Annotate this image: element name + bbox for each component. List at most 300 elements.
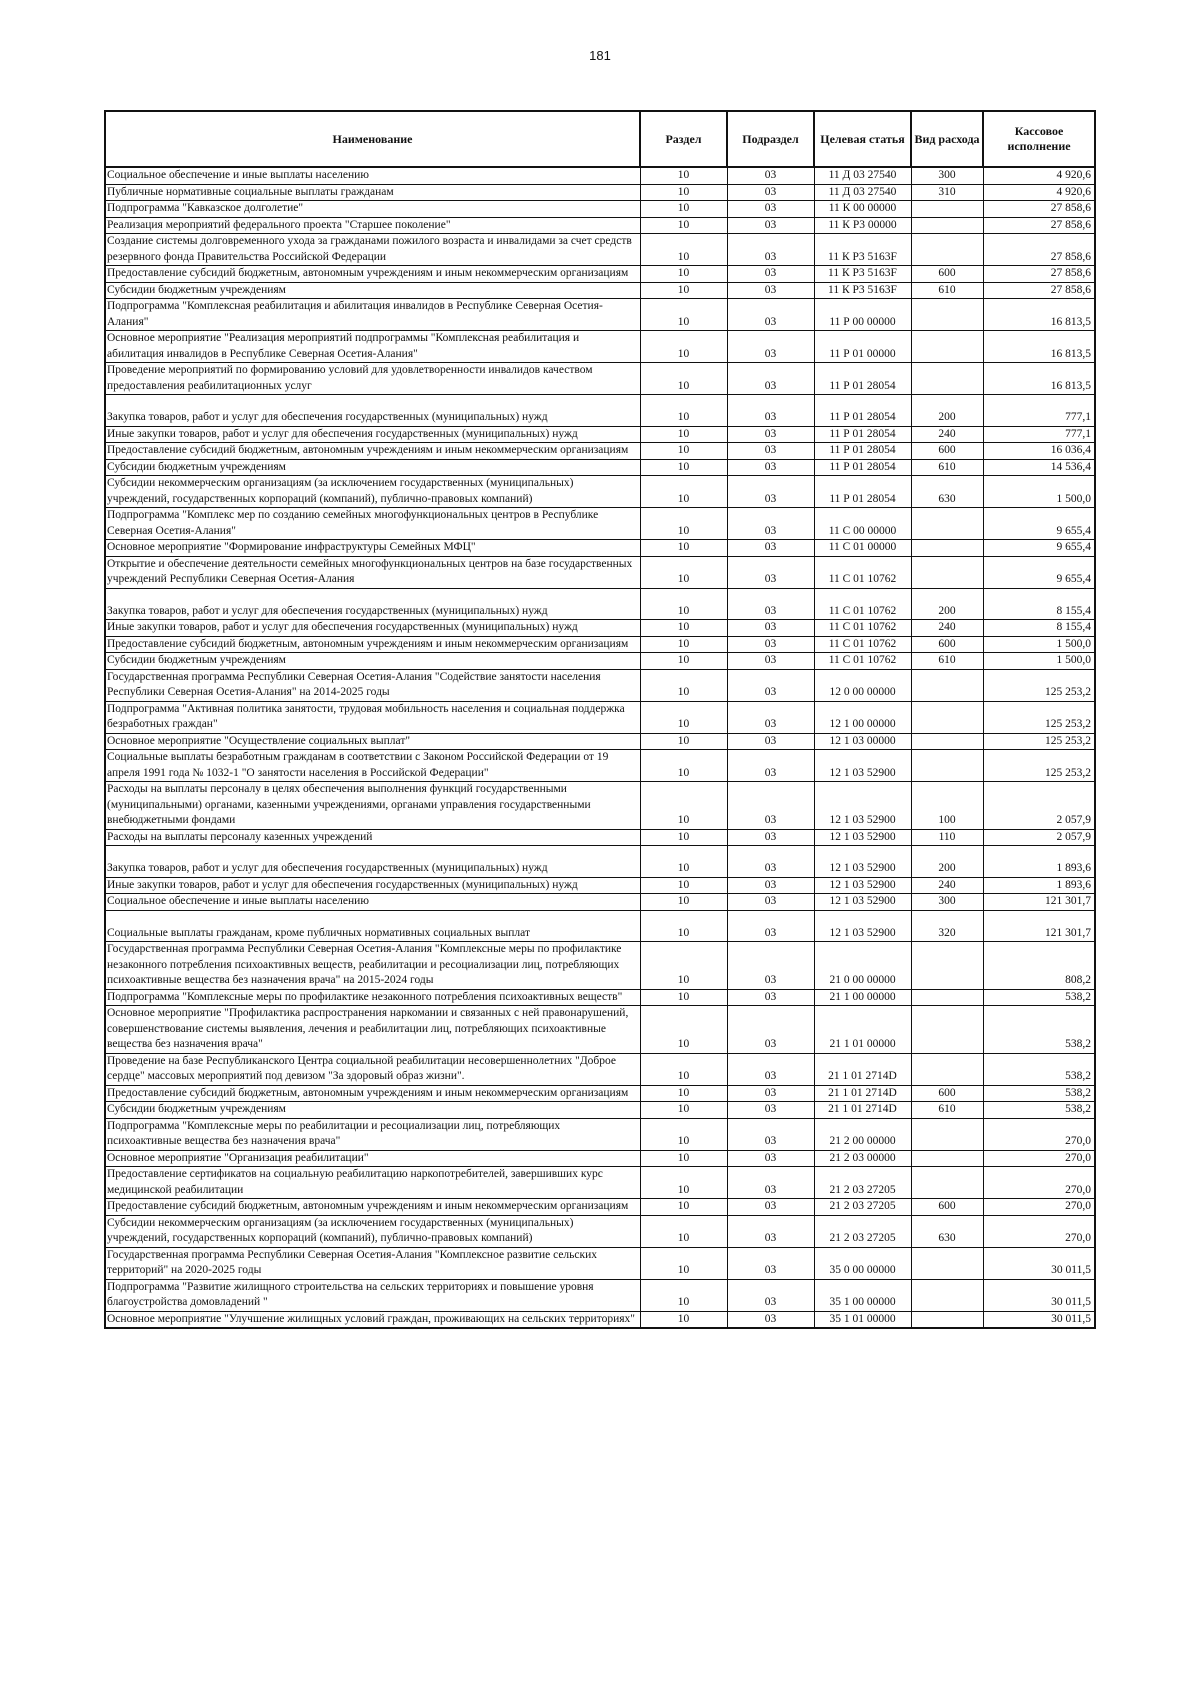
cell-cash-execution: 14 536,4 — [983, 459, 1095, 476]
table-row — [105, 636, 1095, 653]
table-row — [105, 1150, 1095, 1167]
cell-subsection: 03 — [727, 363, 814, 395]
cell-cash-execution: 777,1 — [983, 395, 1095, 427]
cell-cash-execution: 30 011,5 — [983, 1247, 1095, 1279]
cell-target-article: 21 2 03 00000 — [814, 1150, 911, 1167]
cell-section: 10 — [640, 299, 727, 331]
cell-name: Подпрограмма "Кавказское долголетие" — [105, 201, 640, 218]
cell-section: 10 — [640, 1215, 727, 1247]
cell-section: 10 — [640, 1247, 727, 1279]
cell-target-article: 35 0 00 00000 — [814, 1247, 911, 1279]
cell-name: Государственная программа Республики Северная Осетия-Алания "Содействие занятости населения Республики Северная Осетия-Алания" на 2014-2025 годы — [105, 669, 640, 701]
cell-expense-type — [911, 234, 983, 266]
cell-expense-type — [911, 363, 983, 395]
cell-expense-type: 300 — [911, 894, 983, 911]
cell-name: Государственная программа Республики Северная Осетия-Алания "Комплексные меры по профилактике незаконного потребления психоактивных веществ, реабилитации и ресоциализации лиц, потребляющих психоактивные вещества без назначения врача" на 2015-2024 годы — [105, 942, 640, 990]
cell-section: 10 — [640, 1118, 727, 1150]
cell-name: Основное мероприятие "Реализация мероприятий подпрограммы "Комплексная реабилитация и абилитация инвалидов в Республике Северная Осетия-Алания" — [105, 331, 640, 363]
table-row — [105, 476, 1095, 508]
table-row — [105, 331, 1095, 363]
cell-cash-execution: 27 858,6 — [983, 234, 1095, 266]
cell-cash-execution: 125 253,2 — [983, 733, 1095, 750]
cell-expense-type: 100 — [911, 782, 983, 830]
cell-subsection: 03 — [727, 556, 814, 588]
cell-cash-execution: 1 500,0 — [983, 653, 1095, 670]
cell-target-article: 11 Д 03 27540 — [814, 184, 911, 201]
cell-section: 10 — [640, 508, 727, 540]
cell-section: 10 — [640, 669, 727, 701]
cell-target-article: 12 1 03 52900 — [814, 894, 911, 911]
cell-name: Иные закупки товаров, работ и услуг для обеспечения государственных (муниципальных) нужд — [105, 620, 640, 637]
cell-name: Основное мероприятие "Осуществление социальных выплат" — [105, 733, 640, 750]
table-row — [105, 669, 1095, 701]
cell-subsection: 03 — [727, 1311, 814, 1328]
cell-target-article: 11 К 00 00000 — [814, 201, 911, 218]
cell-cash-execution: 125 253,2 — [983, 669, 1095, 701]
cell-subsection: 03 — [727, 620, 814, 637]
cell-cash-execution: 538,2 — [983, 1006, 1095, 1054]
cell-subsection: 03 — [727, 733, 814, 750]
cell-cash-execution: 4 920,6 — [983, 167, 1095, 184]
cell-expense-type — [911, 1053, 983, 1085]
cell-expense-type: 630 — [911, 1215, 983, 1247]
cell-target-article: 11 Р 01 28054 — [814, 443, 911, 460]
cell-subsection: 03 — [727, 829, 814, 846]
cell-expense-type: 610 — [911, 1102, 983, 1119]
cell-expense-type: 300 — [911, 167, 983, 184]
cell-subsection: 03 — [727, 184, 814, 201]
cell-expense-type — [911, 1167, 983, 1199]
cell-expense-type — [911, 989, 983, 1006]
cell-target-article: 11 К Р3 5163F — [814, 282, 911, 299]
cell-target-article: 21 1 01 2714D — [814, 1102, 911, 1119]
table-row — [105, 1167, 1095, 1199]
cell-target-article: 35 1 00 00000 — [814, 1279, 911, 1311]
table-row — [105, 877, 1095, 894]
table-row — [105, 653, 1095, 670]
cell-target-article: 11 С 01 10762 — [814, 588, 911, 620]
cell-section: 10 — [640, 636, 727, 653]
cell-name: Публичные нормативные социальные выплаты гражданам — [105, 184, 640, 201]
cell-section: 10 — [640, 1199, 727, 1216]
cell-cash-execution: 27 858,6 — [983, 282, 1095, 299]
cell-expense-type — [911, 942, 983, 990]
cell-section: 10 — [640, 1167, 727, 1199]
cell-target-article: 21 1 01 2714D — [814, 1085, 911, 1102]
cell-cash-execution: 270,0 — [983, 1118, 1095, 1150]
cell-target-article: 11 Р 01 28054 — [814, 426, 911, 443]
cell-section: 10 — [640, 653, 727, 670]
table-row — [105, 1247, 1095, 1279]
cell-cash-execution: 16 813,5 — [983, 363, 1095, 395]
table-row — [105, 942, 1095, 990]
cell-expense-type: 610 — [911, 459, 983, 476]
table-header — [105, 111, 1095, 167]
cell-expense-type — [911, 540, 983, 557]
cell-target-article: 35 1 01 00000 — [814, 1311, 911, 1328]
header-subsection: Подраздел — [727, 111, 814, 167]
cell-name: Расходы на выплаты персоналу в целях обеспечения выполнения функций государственными (муниципальными) органами, казенными учреждениями, органами управления государственными внебюджетными фондами — [105, 782, 640, 830]
cell-cash-execution: 538,2 — [983, 989, 1095, 1006]
cell-subsection: 03 — [727, 167, 814, 184]
cell-cash-execution: 1 893,6 — [983, 877, 1095, 894]
cell-section: 10 — [640, 443, 727, 460]
cell-expense-type: 240 — [911, 426, 983, 443]
cell-expense-type — [911, 1279, 983, 1311]
table-row — [105, 201, 1095, 218]
cell-name: Открытие и обеспечение деятельности семейных многофункциональных центров на базе государственных учреждений Республики Северная Осетия-Алания — [105, 556, 640, 588]
cell-expense-type — [911, 750, 983, 782]
cell-subsection: 03 — [727, 701, 814, 733]
cell-subsection: 03 — [727, 217, 814, 234]
table-row — [105, 426, 1095, 443]
cell-name: Проведение мероприятий по формированию условий для удовлетворенности инвалидов качеством предоставления реабилитационных услуг — [105, 363, 640, 395]
cell-section: 10 — [640, 363, 727, 395]
cell-cash-execution: 121 301,7 — [983, 894, 1095, 911]
cell-name: Социальное обеспечение и иные выплаты населению — [105, 167, 640, 184]
cell-expense-type: 110 — [911, 829, 983, 846]
cell-section: 10 — [640, 476, 727, 508]
cell-subsection: 03 — [727, 1199, 814, 1216]
cell-section: 10 — [640, 1053, 727, 1085]
cell-subsection: 03 — [727, 234, 814, 266]
cell-cash-execution: 27 858,6 — [983, 217, 1095, 234]
cell-target-article: 11 Р 00 00000 — [814, 299, 911, 331]
cell-section: 10 — [640, 1102, 727, 1119]
cell-expense-type: 610 — [911, 653, 983, 670]
cell-name: Основное мероприятие "Профилактика распространения наркомании и связанных с ней правонарушений, совершенствование системы выявления, лечения и реабилитации лиц, потребляющих психоактивные вещества без назначения врача" — [105, 1006, 640, 1054]
header-target-article: Целевая статья — [814, 111, 911, 167]
cell-target-article: 21 1 01 00000 — [814, 1006, 911, 1054]
cell-cash-execution: 16 813,5 — [983, 331, 1095, 363]
cell-cash-execution: 538,2 — [983, 1085, 1095, 1102]
cell-section: 10 — [640, 701, 727, 733]
cell-cash-execution: 1 500,0 — [983, 636, 1095, 653]
cell-expense-type: 630 — [911, 476, 983, 508]
cell-target-article: 11 К Р3 5163F — [814, 266, 911, 283]
cell-expense-type — [911, 669, 983, 701]
cell-cash-execution: 27 858,6 — [983, 201, 1095, 218]
cell-target-article: 11 С 01 10762 — [814, 653, 911, 670]
cell-section: 10 — [640, 395, 727, 427]
cell-subsection: 03 — [727, 588, 814, 620]
table-row — [105, 234, 1095, 266]
cell-cash-execution: 8 155,4 — [983, 620, 1095, 637]
cell-expense-type: 320 — [911, 910, 983, 942]
header-cash-execution: Кассовое исполнение — [983, 111, 1095, 167]
cell-subsection: 03 — [727, 395, 814, 427]
cell-name: Подпрограмма "Комплексные меры по профилактике незаконного потребления психоактивных веществ" — [105, 989, 640, 1006]
cell-subsection: 03 — [727, 1118, 814, 1150]
cell-expense-type — [911, 733, 983, 750]
table-row — [105, 1215, 1095, 1247]
cell-subsection: 03 — [727, 669, 814, 701]
cell-section: 10 — [640, 620, 727, 637]
table-row — [105, 750, 1095, 782]
cell-cash-execution: 8 155,4 — [983, 588, 1095, 620]
cell-section: 10 — [640, 1085, 727, 1102]
table-row — [105, 894, 1095, 911]
cell-name: Реализация мероприятий федерального проекта "Старшее поколение" — [105, 217, 640, 234]
table-row — [105, 184, 1095, 201]
cell-section: 10 — [640, 556, 727, 588]
cell-section: 10 — [640, 846, 727, 878]
cell-section: 10 — [640, 540, 727, 557]
cell-cash-execution: 9 655,4 — [983, 556, 1095, 588]
table-row — [105, 282, 1095, 299]
cell-section: 10 — [640, 989, 727, 1006]
cell-target-article: 11 Р 01 00000 — [814, 331, 911, 363]
cell-section: 10 — [640, 910, 727, 942]
table-row — [105, 1199, 1095, 1216]
cell-subsection: 03 — [727, 331, 814, 363]
cell-target-article: 12 1 03 52900 — [814, 829, 911, 846]
cell-section: 10 — [640, 459, 727, 476]
cell-section: 10 — [640, 426, 727, 443]
cell-name: Субсидии бюджетным учреждениям — [105, 282, 640, 299]
cell-name: Социальное обеспечение и иные выплаты населению — [105, 894, 640, 911]
table-row — [105, 701, 1095, 733]
cell-expense-type: 240 — [911, 877, 983, 894]
cell-target-article: 21 2 03 27205 — [814, 1215, 911, 1247]
table-row — [105, 299, 1095, 331]
cell-section: 10 — [640, 1006, 727, 1054]
cell-subsection: 03 — [727, 266, 814, 283]
page-number: 181 — [589, 48, 611, 63]
table-row — [105, 829, 1095, 846]
cell-cash-execution: 16 813,5 — [983, 299, 1095, 331]
cell-subsection: 03 — [727, 540, 814, 557]
cell-cash-execution: 270,0 — [983, 1167, 1095, 1199]
cell-section: 10 — [640, 942, 727, 990]
cell-subsection: 03 — [727, 1150, 814, 1167]
cell-subsection: 03 — [727, 299, 814, 331]
cell-name: Субсидии некоммерческим организациям (за исключением государственных (муниципальных) учреждений, государственных корпораций (компаний), публично-правовых компаний) — [105, 476, 640, 508]
budget-execution-table — [104, 110, 1096, 1329]
cell-expense-type — [911, 331, 983, 363]
cell-cash-execution: 30 011,5 — [983, 1311, 1095, 1328]
cell-name: Предоставление субсидий бюджетным, автономным учреждениям и иным некоммерческим организациям — [105, 1199, 640, 1216]
cell-cash-execution: 16 036,4 — [983, 443, 1095, 460]
cell-expense-type: 310 — [911, 184, 983, 201]
cell-name: Государственная программа Республики Северная Осетия-Алания "Комплексное развитие сельских территорий" на 2020-2025 годы — [105, 1247, 640, 1279]
table-row — [105, 1279, 1095, 1311]
cell-name: Предоставление субсидий бюджетным, автономным учреждениям и иным некоммерческим организациям — [105, 443, 640, 460]
cell-cash-execution: 4 920,6 — [983, 184, 1095, 201]
cell-name: Основное мероприятие "Улучшение жилищных условий граждан, проживающих на сельских территориях" — [105, 1311, 640, 1328]
cell-section: 10 — [640, 184, 727, 201]
cell-cash-execution: 808,2 — [983, 942, 1095, 990]
cell-subsection: 03 — [727, 1247, 814, 1279]
cell-expense-type: 600 — [911, 266, 983, 283]
table-row — [105, 620, 1095, 637]
table-row — [105, 782, 1095, 830]
cell-target-article: 11 С 01 10762 — [814, 556, 911, 588]
cell-section: 10 — [640, 234, 727, 266]
cell-target-article: 12 1 03 52900 — [814, 846, 911, 878]
table-row — [105, 1085, 1095, 1102]
cell-section: 10 — [640, 894, 727, 911]
cell-expense-type: 600 — [911, 1085, 983, 1102]
cell-cash-execution: 121 301,7 — [983, 910, 1095, 942]
cell-target-article: 11 Р 01 28054 — [814, 476, 911, 508]
table-body — [105, 167, 1095, 1328]
cell-expense-type: 600 — [911, 636, 983, 653]
header-row — [105, 111, 1095, 167]
cell-name: Иные закупки товаров, работ и услуг для обеспечения государственных (муниципальных) нужд — [105, 877, 640, 894]
cell-expense-type: 200 — [911, 846, 983, 878]
cell-expense-type — [911, 1006, 983, 1054]
cell-expense-type — [911, 201, 983, 218]
cell-target-article: 11 К Р3 5163F — [814, 234, 911, 266]
cell-target-article: 11 Р 01 28054 — [814, 459, 911, 476]
cell-section: 10 — [640, 266, 727, 283]
cell-target-article: 11 С 01 00000 — [814, 540, 911, 557]
table-row — [105, 733, 1095, 750]
table-row — [105, 266, 1095, 283]
table-row — [105, 395, 1095, 427]
table-row — [105, 363, 1095, 395]
cell-expense-type: 610 — [911, 282, 983, 299]
cell-name: Закупка товаров, работ и услуг для обеспечения государственных (муниципальных) нужд — [105, 846, 640, 878]
cell-subsection: 03 — [727, 636, 814, 653]
table-row — [105, 1006, 1095, 1054]
cell-subsection: 03 — [727, 508, 814, 540]
cell-name: Иные закупки товаров, работ и услуг для обеспечения государственных (муниципальных) нужд — [105, 426, 640, 443]
cell-target-article: 12 1 03 00000 — [814, 733, 911, 750]
cell-target-article: 11 С 01 10762 — [814, 620, 911, 637]
cell-subsection: 03 — [727, 782, 814, 830]
cell-name: Закупка товаров, работ и услуг для обеспечения государственных (муниципальных) нужд — [105, 395, 640, 427]
cell-subsection: 03 — [727, 443, 814, 460]
cell-expense-type: 200 — [911, 395, 983, 427]
cell-subsection: 03 — [727, 910, 814, 942]
cell-expense-type: 240 — [911, 620, 983, 637]
cell-name: Основное мероприятие "Формирование инфраструктуры Семейных МФЦ" — [105, 540, 640, 557]
cell-section: 10 — [640, 877, 727, 894]
cell-target-article: 12 1 03 52900 — [814, 782, 911, 830]
cell-cash-execution: 270,0 — [983, 1199, 1095, 1216]
table-row — [105, 1102, 1095, 1119]
cell-name: Субсидии бюджетным учреждениям — [105, 653, 640, 670]
cell-cash-execution: 1 893,6 — [983, 846, 1095, 878]
table-row — [105, 508, 1095, 540]
cell-name: Расходы на выплаты персоналу казенных учреждений — [105, 829, 640, 846]
cell-cash-execution: 538,2 — [983, 1102, 1095, 1119]
cell-subsection: 03 — [727, 459, 814, 476]
cell-cash-execution: 538,2 — [983, 1053, 1095, 1085]
cell-name: Субсидии некоммерческим организациям (за исключением государственных (муниципальных) учреждений, государственных корпораций (компаний), публично-правовых компаний) — [105, 1215, 640, 1247]
cell-cash-execution: 270,0 — [983, 1215, 1095, 1247]
cell-target-article: 12 1 00 00000 — [814, 701, 911, 733]
table-row — [105, 1118, 1095, 1150]
cell-section: 10 — [640, 201, 727, 218]
cell-cash-execution: 2 057,9 — [983, 829, 1095, 846]
cell-subsection: 03 — [727, 877, 814, 894]
cell-target-article: 12 1 03 52900 — [814, 910, 911, 942]
cell-cash-execution: 125 253,2 — [983, 701, 1095, 733]
cell-expense-type — [911, 217, 983, 234]
table-row — [105, 989, 1095, 1006]
cell-target-article: 21 2 03 27205 — [814, 1199, 911, 1216]
cell-target-article: 12 1 03 52900 — [814, 877, 911, 894]
cell-expense-type — [911, 1150, 983, 1167]
table-row — [105, 910, 1095, 942]
cell-cash-execution: 9 655,4 — [983, 540, 1095, 557]
table-row — [105, 540, 1095, 557]
cell-subsection: 03 — [727, 1006, 814, 1054]
table-row — [105, 167, 1095, 184]
cell-section: 10 — [640, 829, 727, 846]
cell-cash-execution: 1 500,0 — [983, 476, 1095, 508]
table-row — [105, 846, 1095, 878]
cell-subsection: 03 — [727, 1102, 814, 1119]
cell-subsection: 03 — [727, 846, 814, 878]
cell-subsection: 03 — [727, 1053, 814, 1085]
cell-target-article: 12 1 03 52900 — [814, 750, 911, 782]
cell-expense-type — [911, 508, 983, 540]
cell-target-article: 11 Д 03 27540 — [814, 167, 911, 184]
cell-name: Подпрограмма "Активная политика занятости, трудовая мобильность населения и социальная поддержка безработных граждан" — [105, 701, 640, 733]
cell-name: Предоставление сертификатов на социальную реабилитацию наркопотребителей, завершивших курс медицинской реабилитации — [105, 1167, 640, 1199]
cell-section: 10 — [640, 588, 727, 620]
cell-expense-type — [911, 556, 983, 588]
cell-cash-execution: 270,0 — [983, 1150, 1095, 1167]
cell-name: Подпрограмма "Комплексные меры по реабилитации и ресоциализации лиц, потребляющих психоактивные вещества без назначения врача" — [105, 1118, 640, 1150]
cell-cash-execution: 125 253,2 — [983, 750, 1095, 782]
cell-subsection: 03 — [727, 750, 814, 782]
cell-target-article: 11 Р 01 28054 — [814, 395, 911, 427]
cell-section: 10 — [640, 750, 727, 782]
cell-subsection: 03 — [727, 894, 814, 911]
cell-name: Предоставление субсидий бюджетным, автономным учреждениям и иным некоммерческим организациям — [105, 1085, 640, 1102]
table-row — [105, 217, 1095, 234]
cell-cash-execution: 30 011,5 — [983, 1279, 1095, 1311]
cell-section: 10 — [640, 1150, 727, 1167]
cell-name: Подпрограмма "Развитие жилищного строительства на сельских территориях и повышение уровня благоустройства домовладений " — [105, 1279, 640, 1311]
cell-cash-execution: 2 057,9 — [983, 782, 1095, 830]
cell-expense-type — [911, 1118, 983, 1150]
cell-name: Подпрограмма "Комплексная реабилитация и абилитация инвалидов в Республике Северная Осетия-Алания" — [105, 299, 640, 331]
cell-subsection: 03 — [727, 942, 814, 990]
cell-name: Создание системы долговременного ухода за гражданами пожилого возраста и инвалидами за счет средств резервного фонда Правительства Российской Федерации — [105, 234, 640, 266]
cell-name: Социальные выплаты гражданам, кроме публичных нормативных социальных выплат — [105, 910, 640, 942]
header-name: Наименование — [105, 111, 640, 167]
cell-target-article: 11 С 01 10762 — [814, 636, 911, 653]
cell-name: Подпрограмма "Комплекс мер по созданию семейных многофункциональных центров в Республике Северная Осетия-Алания" — [105, 508, 640, 540]
cell-target-article: 21 1 01 2714D — [814, 1053, 911, 1085]
table-row — [105, 556, 1095, 588]
cell-expense-type — [911, 1311, 983, 1328]
table-row — [105, 443, 1095, 460]
cell-name: Социальные выплаты безработным гражданам в соответствии с Законом Российской Федерации от 19 апреля 1991 года № 1032-1 "О занятости населения в Российской Федерации" — [105, 750, 640, 782]
header-section: Раздел — [640, 111, 727, 167]
cell-expense-type: 600 — [911, 1199, 983, 1216]
cell-name: Предоставление субсидий бюджетным, автономным учреждениям и иным некоммерческим организациям — [105, 266, 640, 283]
cell-target-article: 21 2 03 27205 — [814, 1167, 911, 1199]
cell-target-article: 11 С 00 00000 — [814, 508, 911, 540]
cell-cash-execution: 777,1 — [983, 426, 1095, 443]
cell-section: 10 — [640, 167, 727, 184]
cell-section: 10 — [640, 1279, 727, 1311]
cell-subsection: 03 — [727, 476, 814, 508]
cell-subsection: 03 — [727, 282, 814, 299]
cell-section: 10 — [640, 782, 727, 830]
cell-name: Субсидии бюджетным учреждениям — [105, 1102, 640, 1119]
cell-cash-execution: 9 655,4 — [983, 508, 1095, 540]
cell-section: 10 — [640, 282, 727, 299]
cell-expense-type: 600 — [911, 443, 983, 460]
